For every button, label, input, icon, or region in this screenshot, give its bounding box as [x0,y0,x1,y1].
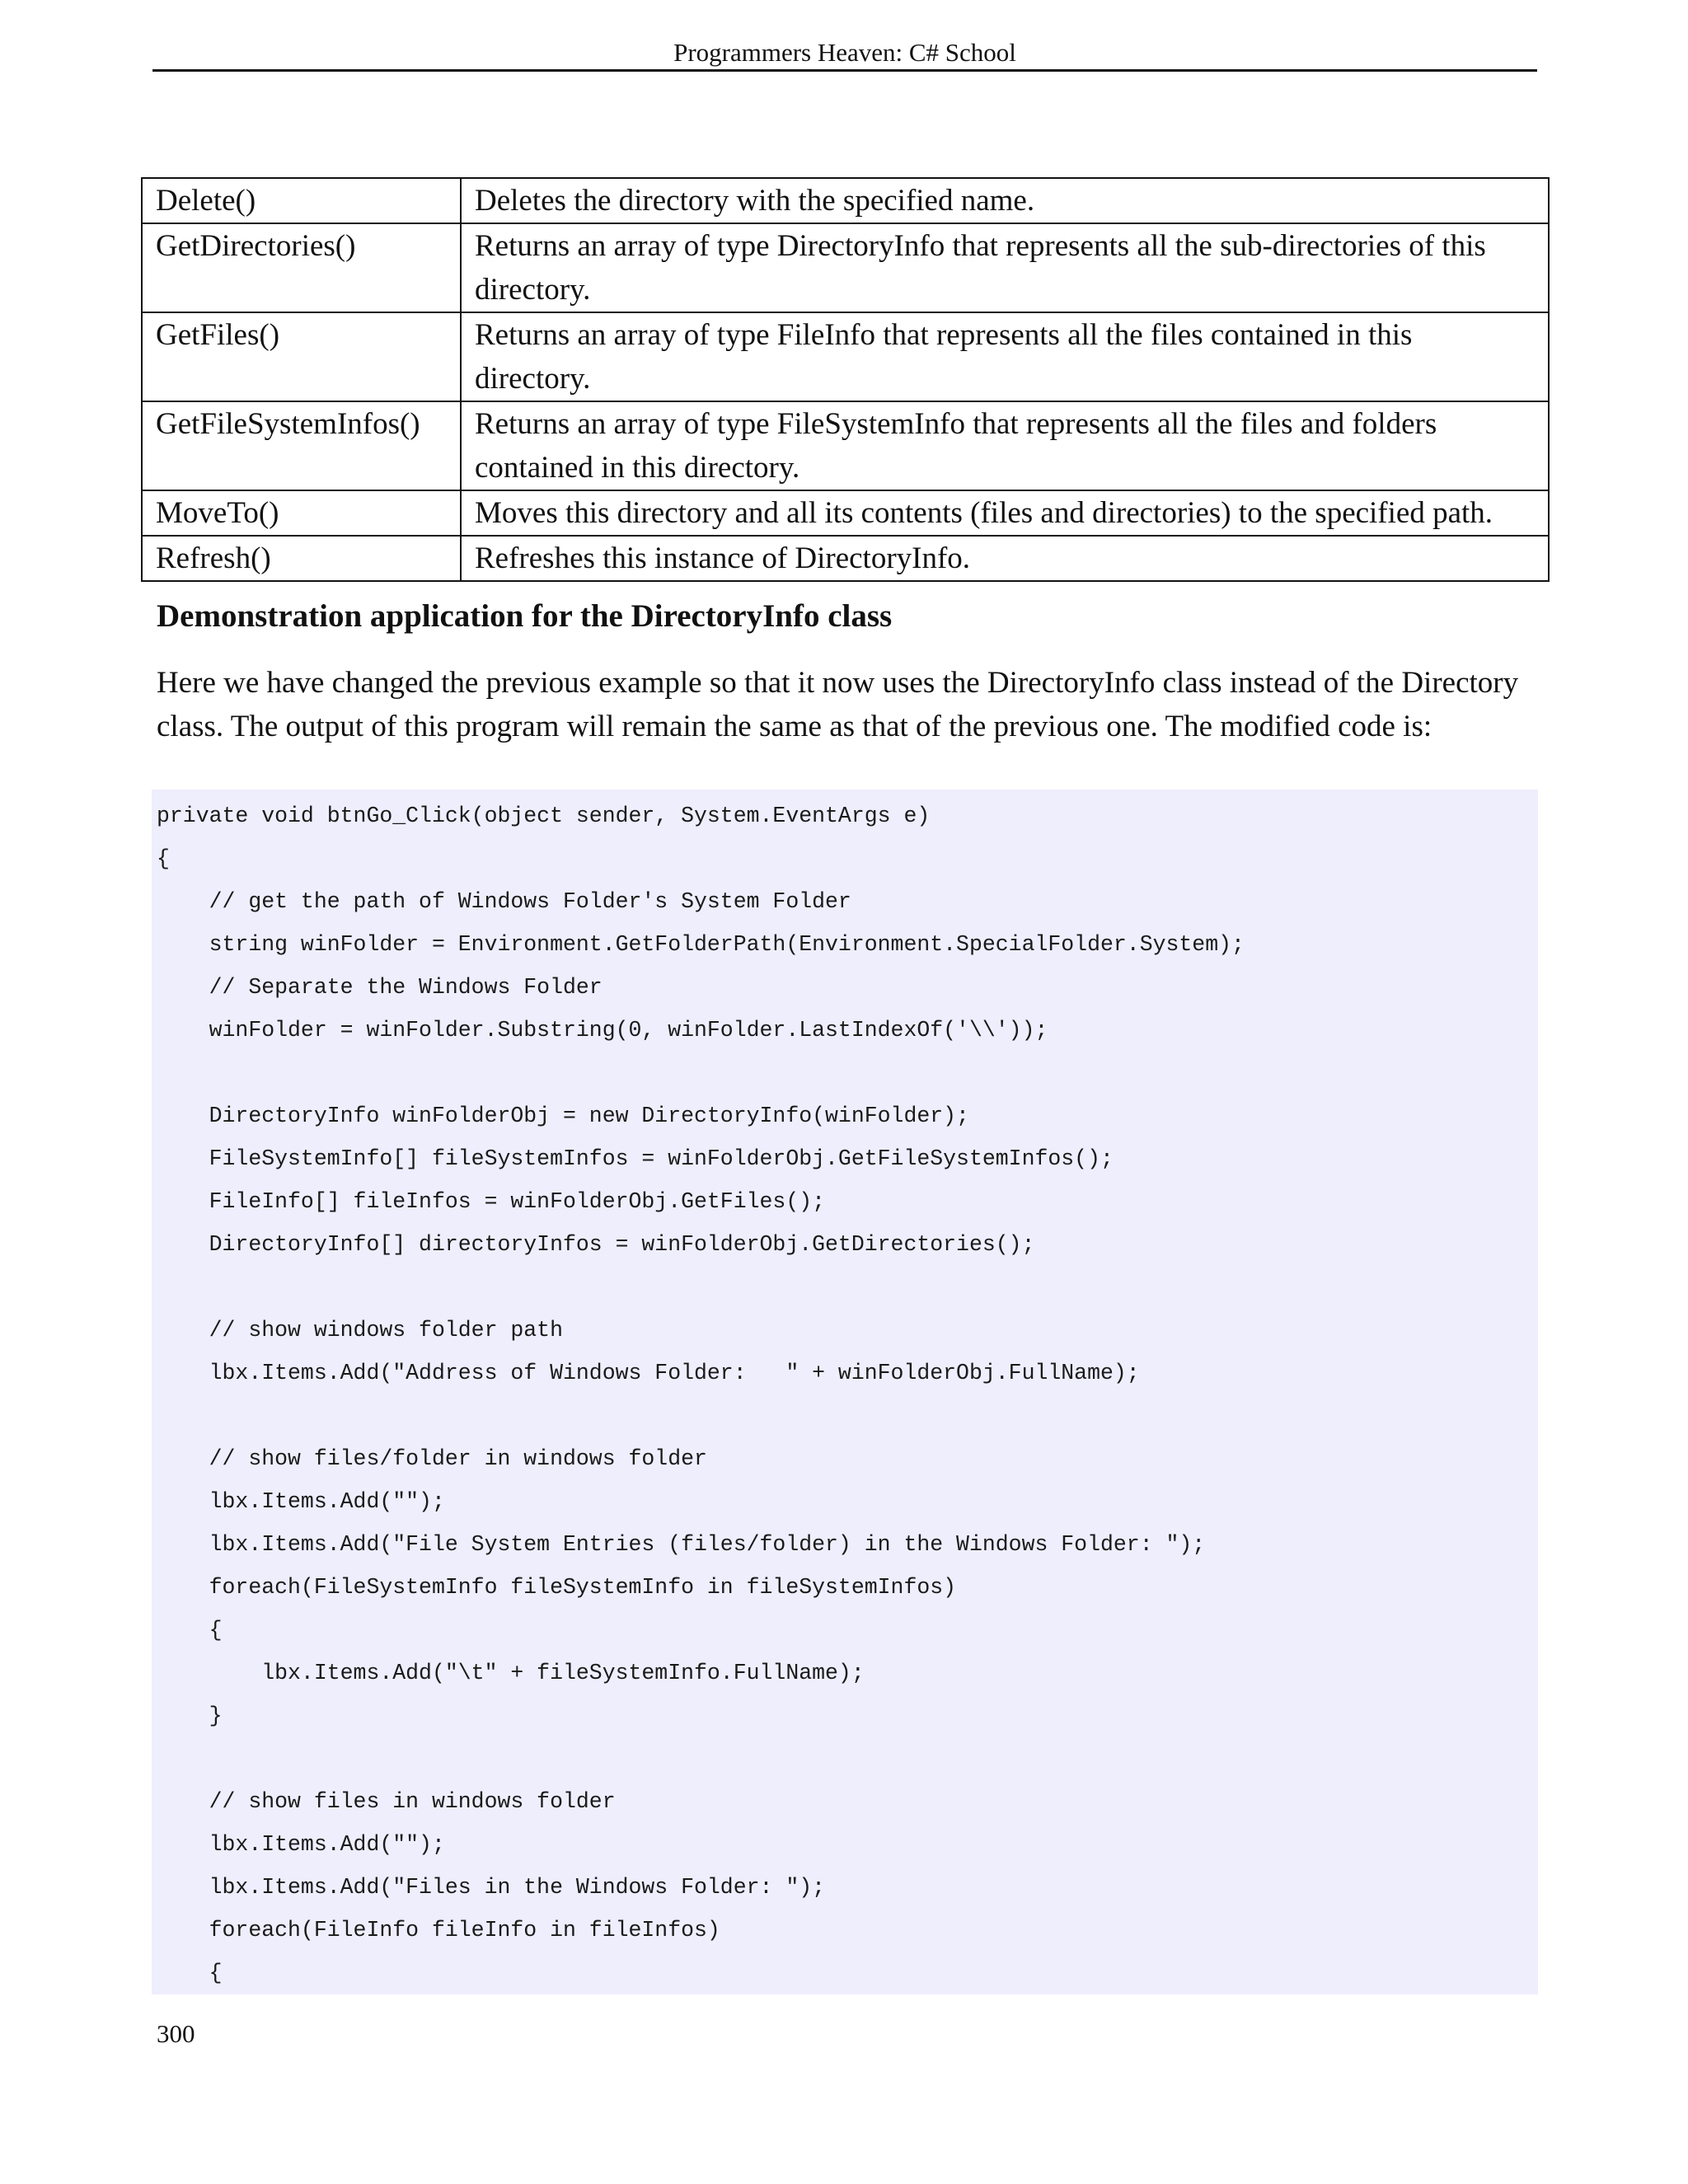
code-line: lbx.Items.Add("\t" + fileSystemInfo.FullName); [157,1661,865,1685]
method-description-cell: Returns an array of type FileSystemInfo that represents all the files and folders contained in this directory. [461,401,1549,490]
code-line: FileSystemInfo[] fileSystemInfos = winFolderObj.GetFileSystemInfos(); [157,1146,1114,1171]
code-line: lbx.Items.Add(""); [157,1832,445,1857]
code-line: FileInfo[] fileInfos = winFolderObj.GetFiles(); [157,1189,826,1214]
code-line: winFolder = winFolder.Substring(0, winFolder.LastIndexOf('\\')); [157,1018,1048,1043]
code-line: string winFolder = Environment.GetFolderPath(Environment.SpecialFolder.System); [157,932,1245,957]
code-line: lbx.Items.Add("Files in the Windows Folder: "); [157,1875,826,1900]
code-line: private void btnGo_Click(object sender, System.EventArgs e) [157,804,931,828]
table-row [142,223,1549,312]
code-line: { [157,1618,223,1643]
method-name-cell: Delete() [142,178,461,223]
code-line: // show windows folder path [157,1318,563,1343]
table-row [142,401,1549,490]
table-row [142,490,1549,536]
methods-table [141,177,1550,582]
code-line: // get the path of Windows Folder's System Folder [157,889,851,914]
page-number: 300 [157,2019,195,2048]
code-line: DirectoryInfo winFolderObj = new DirectoryInfo(winFolder); [157,1104,969,1128]
table-row [142,536,1549,581]
code-line: { [157,1961,223,1985]
code-block [152,790,1538,1994]
method-description-cell: Returns an array of type FileInfo that represents all the files contained in this directory. [461,312,1549,401]
method-name-cell: MoveTo() [142,490,461,536]
code-line: { [157,846,170,871]
code-line: // Separate the Windows Folder [157,975,603,1000]
method-name-cell: Refresh() [142,536,461,581]
section-heading: Demonstration application for the DirectoryInfo class [157,598,893,634]
code-line: foreach(FileSystemInfo fileSystemInfo in fileSystemInfos) [157,1575,957,1600]
code-line: foreach(FileInfo fileInfo in fileInfos) [157,1918,720,1943]
code-line: lbx.Items.Add(""); [157,1489,445,1514]
code-line: lbx.Items.Add("File System Entries (files/folder) in the Windows Folder: "); [157,1532,1206,1557]
code-line: DirectoryInfo[] directoryInfos = winFolderObj.GetDirectories(); [157,1232,1035,1257]
method-description-cell: Refreshes this instance of DirectoryInfo. [461,536,1549,581]
method-name-cell: GetFileSystemInfos() [142,401,461,490]
header-rule [152,69,1537,72]
method-name-cell: GetFiles() [142,312,461,401]
table-row [142,178,1549,223]
code-line: // show files/folder in windows folder [157,1446,707,1471]
running-header: Programmers Heaven: C# School [673,38,1016,67]
table-row [142,312,1549,401]
code-line: lbx.Items.Add("Address of Windows Folder: " + winFolderObj.FullName); [157,1361,1140,1385]
intro-paragraph: Here we have changed the previous example so that it now uses the DirectoryInfo class instead of the Directory class. The output of this program will remain the same as that of the previous one. The modified code is: [157,666,1519,743]
method-description-cell: Moves this directory and all its contents (files and directories) to the specified path. [461,490,1549,536]
code-line: // show files in windows folder [157,1789,616,1814]
code-line: } [157,1704,223,1728]
method-name-cell: GetDirectories() [142,223,461,312]
method-description-cell: Returns an array of type DirectoryInfo that represents all the sub-directories of this directory. [461,223,1549,312]
method-description-cell: Deletes the directory with the specified name. [461,178,1549,223]
